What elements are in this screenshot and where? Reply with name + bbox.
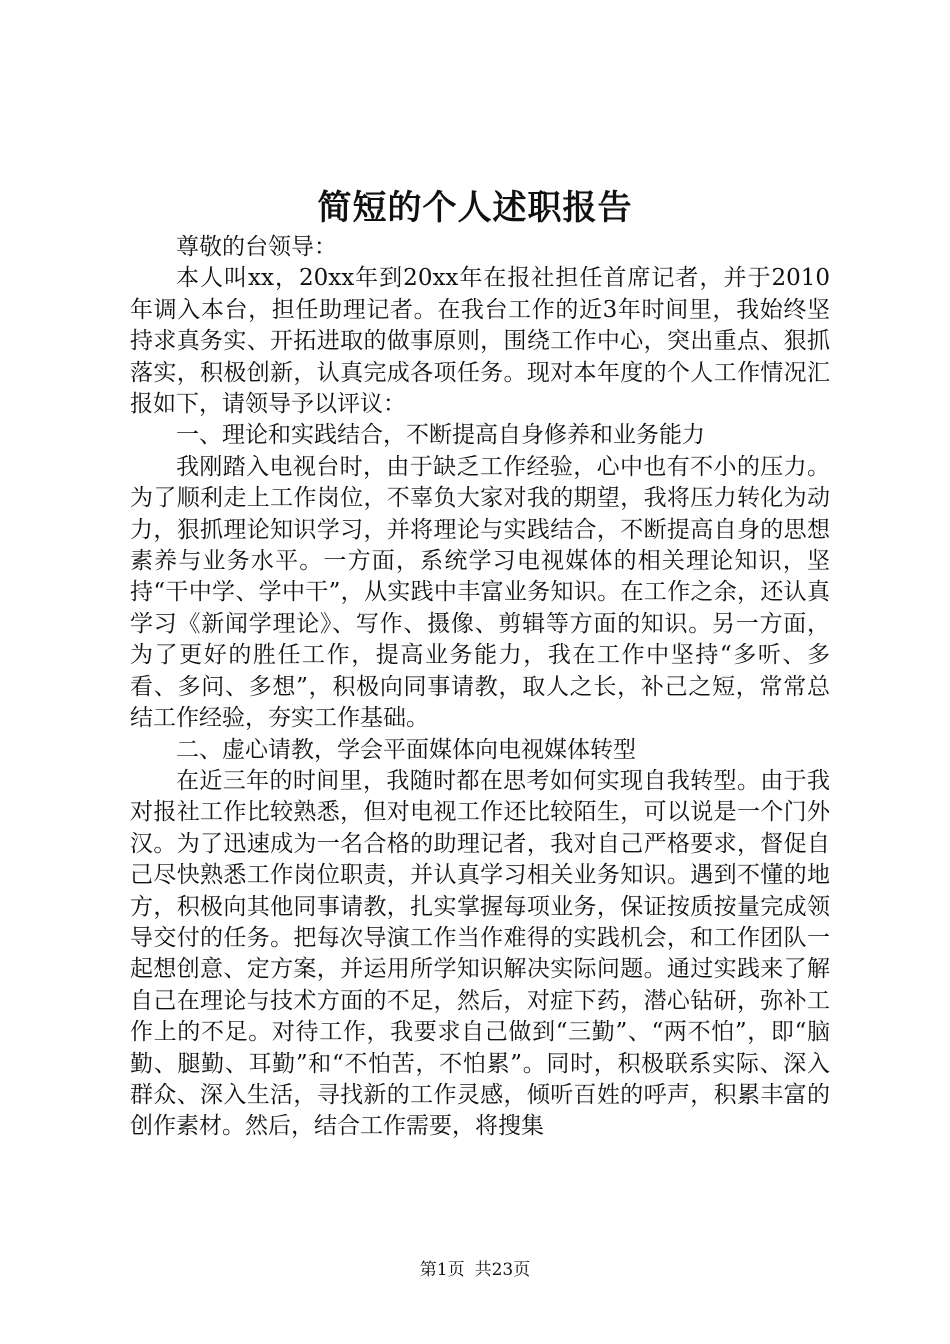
section-heading-2: 二、虚心请教，学会平面媒体向电视媒体转型 [176,736,636,763]
document-body [130,232,830,1143]
page-number: 第1页 [419,1260,465,1280]
document-title: 简短的个人述职报告 [317,188,633,228]
salutation: 尊敬的台领导： [176,234,337,260]
section-heading-1: 一、理论和实践结合，不断提高自身修养和业务能力 [176,422,705,449]
page-footer [0,1258,950,1282]
section-paragraph-1: 我刚踏入电视台时，由于缺乏工作经验，心中也有不小的压力。为了顺利走上工作岗位，不辜负大家对我的期望，我将压力转化为动力，狠抓理论知识学习，并将理论与实践结合，不断提高自身的思想素养与业务水平。一方面，系统学习电视媒体的相关理论知识，坚持“干中学、学中干”，从实践中丰富业务知识。在工作之余，还认真学习《新闻学理论》、写作、摄像、剪辑等方面的知识。另一方面，为了更好的胜任工作，提高业务能力，我在工作中坚持“多听、多看、多问、多想”，积极向同事请教，取人之长，补己之短，常常总结工作经验，夯实工作基础。 [130,453,830,732]
section-paragraph-2: 在近三年的时间里，我随时都在思考如何实现自我转型。由于我对报社工作比较熟悉，但对电视工作还比较陌生，可以说是一个门外汉。为了迅速成为一名合格的助理记者，我对自己严格要求，督促自己尽快熟悉工作岗位职责，并认真学习相关业务知识。遇到不懂的地方，积极向其他同事请教，扎实掌握每项业务，保证按质按量完成领导交付的任务。把每次导演工作当作难得的实践机会，和工作团队一起想创意、定方案，并运用所学知识解决实际问题。通过实践来了解自己在理论与技术方面的不足，然后，对症下药，潜心钻研，弥补工作上的不足。对待工作，我要求自己做到“三勤”、“两不怕”，即“脑勤、腿勤、耳勤”和“不怕苦，不怕累”。同时，积极联系实际、深入群众、深入生活，寻找新的工作灵感，倾听百姓的呼声，积累丰富的创作素材。然后，结合工作需要，将搜集 [130,767,830,1140]
intro-paragraph: 本人叫xx，20xx年到20xx年在报社担任首席记者，并于2010年调入本台，担任助理记者。在我台工作的近3年时间里，我始终坚持求真务实、开拓进取的做事原则，围绕工作中心，突出重点、狠抓落实，积极创新，认真完成各项任务。现对本年度的个人工作情况汇报如下，请领导予以评议： [130,265,830,418]
page-total: 共23页 [474,1260,531,1280]
